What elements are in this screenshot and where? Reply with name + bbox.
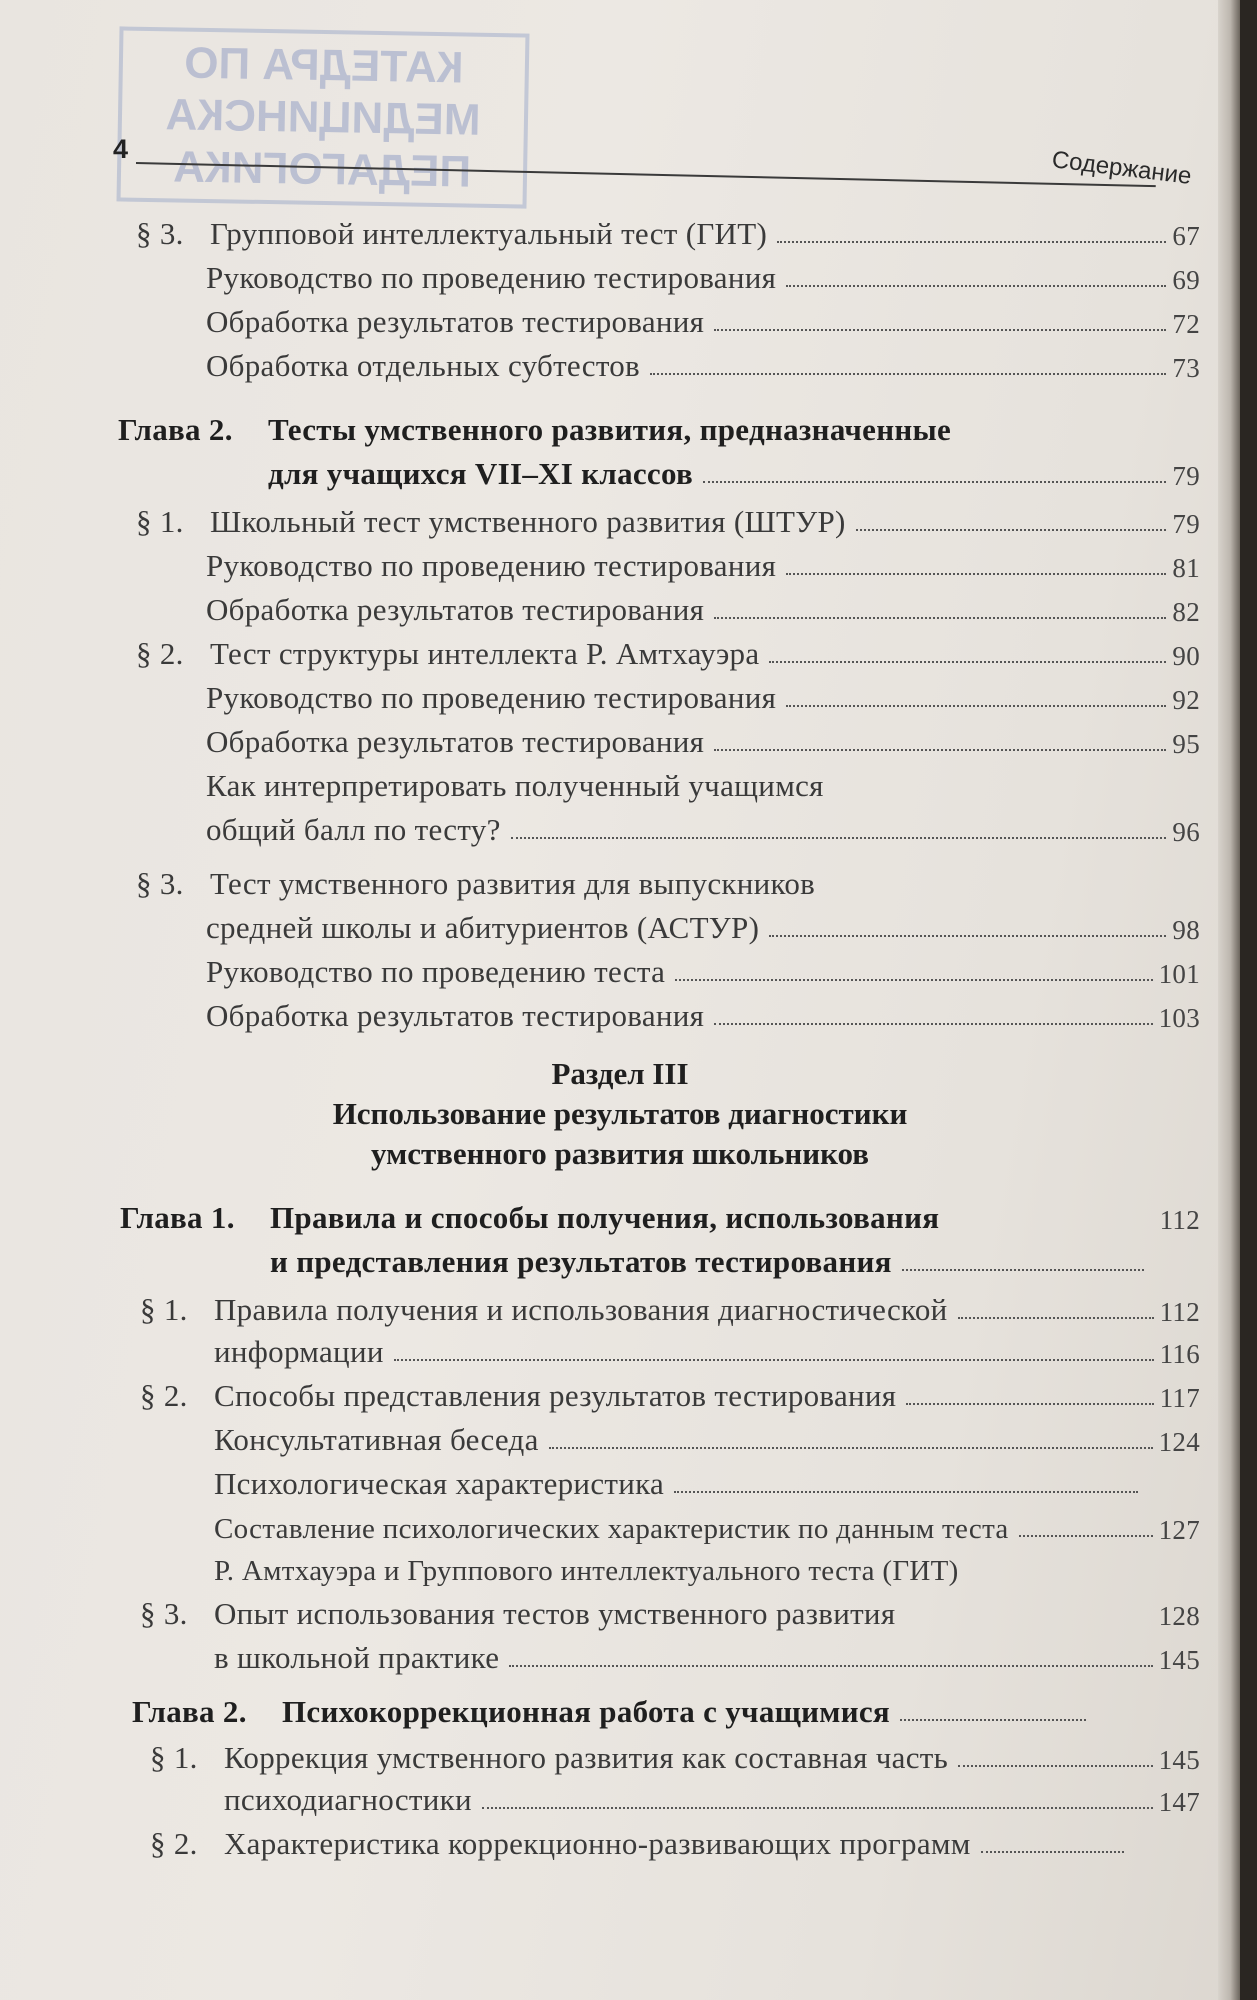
toc-entry-title: Обработка отдельных субтестов xyxy=(206,348,640,383)
part-title: умственного развития школьников xyxy=(370,1136,870,1171)
toc-entry-title: Обработка результатов тестирования xyxy=(206,998,705,1033)
chapter-heading xyxy=(132,1690,1092,1730)
toc-entry xyxy=(206,344,1200,384)
toc-entry-title: Групповой интеллектуальный тест (ГИТ) xyxy=(210,216,768,251)
toc-entry-number: § 3. xyxy=(140,1596,188,1631)
dot-leader xyxy=(958,1765,1153,1767)
dot-leader xyxy=(675,979,1152,981)
toc-entry-title: Руководство по проведению теста xyxy=(206,954,666,989)
toc-entry xyxy=(214,1418,1200,1458)
dot-leader xyxy=(777,241,1166,243)
toc-page-number: 79 xyxy=(1172,509,1200,539)
toc-entry-title: Опыт использования тестов умственного развития xyxy=(214,1596,896,1631)
running-head: Содержание xyxy=(1050,146,1193,190)
chapter-title: Тесты умственного развития, предназначенные xyxy=(268,412,952,447)
dot-leader xyxy=(714,329,1166,331)
toc-page-number: 147 xyxy=(1158,1787,1200,1817)
toc-page-number: 98 xyxy=(1172,915,1200,945)
toc-entry-number: § 3. xyxy=(136,866,184,901)
toc-entry-title: Характеристика коррекционно-развивающих программ xyxy=(224,1826,971,1861)
dot-leader xyxy=(856,529,1167,531)
toc-page-number: 96 xyxy=(1172,817,1200,847)
dot-leader xyxy=(906,1403,1153,1405)
toc-entry-title: Руководство по проведению тестирования xyxy=(206,680,777,715)
toc-entry xyxy=(136,862,1200,902)
toc-page-number: 79 xyxy=(1172,461,1200,491)
toc-entry-number: § 3. xyxy=(136,216,184,251)
toc-entry xyxy=(214,1548,1200,1588)
toc-entry xyxy=(206,950,1200,990)
toc-entry-title: Как интерпретировать полученный учащимся xyxy=(206,768,824,803)
dot-leader xyxy=(769,935,1166,937)
toc-entry xyxy=(206,544,1200,584)
dot-leader xyxy=(394,1359,1154,1361)
toc-entry xyxy=(140,1592,1200,1632)
toc-entry xyxy=(150,1736,1200,1776)
chapter-title: Правила и способы получения, использования xyxy=(270,1200,940,1235)
dot-leader xyxy=(549,1447,1153,1449)
toc-page-number: 127 xyxy=(1158,1515,1200,1545)
dot-leader xyxy=(482,1807,1153,1809)
toc-entry-title: в школьной практике xyxy=(214,1640,500,1675)
toc-entry xyxy=(214,1636,1200,1676)
toc-entry xyxy=(214,1330,1200,1370)
toc-entry-title: Коррекция умственного развития как составная часть xyxy=(224,1740,949,1775)
toc-page-number: 82 xyxy=(1172,597,1200,627)
toc-page-number: 67 xyxy=(1172,221,1200,251)
toc-page-number: 112 xyxy=(1159,1205,1200,1235)
dot-leader xyxy=(714,617,1166,619)
toc-page-number: 90 xyxy=(1172,641,1200,671)
toc-entry-title: информации xyxy=(214,1334,384,1369)
dot-leader xyxy=(1019,1535,1153,1537)
toc-entry xyxy=(206,808,1200,848)
toc-entry-title: Тест структуры интеллекта Р. Амтхауэра xyxy=(210,636,760,671)
toc-entry xyxy=(206,256,1200,296)
toc-entry-title: Р. Амтхауэра и Группового интеллектуального теста (ГИТ) xyxy=(214,1555,959,1587)
toc-entry-number: § 2. xyxy=(140,1378,188,1413)
stamp-line: КАТЕДРА ПО xyxy=(183,38,464,93)
stamp-line: МЕДИЦИНСКА xyxy=(165,90,481,145)
toc-entry xyxy=(206,764,1200,804)
toc-entry xyxy=(206,994,1200,1034)
toc-entry xyxy=(206,906,1200,946)
toc-entry-title: Обработка результатов тестирования xyxy=(206,724,705,759)
toc-entry xyxy=(140,1374,1200,1414)
toc-page-number: 128 xyxy=(1158,1601,1200,1631)
toc-entry-title: Руководство по проведению тестирования xyxy=(206,260,777,295)
chapter-heading xyxy=(118,408,1200,448)
toc-page-number: 124 xyxy=(1158,1427,1200,1457)
toc-page-number: 69 xyxy=(1172,265,1200,295)
toc-entry-title: Способы представления результатов тестирования xyxy=(214,1378,897,1413)
chapter-title: для учащихся VII–XI классов xyxy=(268,456,694,491)
page-number: 4 xyxy=(113,134,129,164)
dot-leader xyxy=(900,1719,1086,1721)
toc-entry-title: Консультативная беседа xyxy=(214,1422,539,1457)
dot-leader xyxy=(509,1665,1152,1667)
toc-entry xyxy=(224,1778,1200,1818)
toc-page-number: 72 xyxy=(1172,309,1200,339)
stamp-line: ПЕДАГОГИКА xyxy=(172,142,472,197)
dot-leader xyxy=(714,749,1166,751)
toc-entry-number: § 1. xyxy=(140,1292,188,1327)
toc-page-number: 101 xyxy=(1158,959,1200,989)
toc-entry-number: § 2. xyxy=(136,636,184,671)
dot-leader xyxy=(674,1491,1138,1493)
page-edge-shadow xyxy=(1218,0,1240,2000)
toc-page-number: 95 xyxy=(1172,729,1200,759)
toc-entry-number: § 2. xyxy=(150,1826,198,1861)
part-title: Использование результатов диагностики xyxy=(332,1096,908,1131)
dot-leader xyxy=(511,837,1167,839)
toc-entry-title: Составление психологических характеристик по данным теста xyxy=(214,1513,1009,1545)
dot-leader xyxy=(769,661,1166,663)
toc-entry xyxy=(214,1506,1200,1546)
toc-entry xyxy=(136,212,1200,252)
toc-entry-title: Руководство по проведению тестирования xyxy=(206,548,777,583)
dot-leader xyxy=(786,573,1166,575)
chapter-title: и представления результатов тестирования xyxy=(270,1244,892,1279)
toc-entry-title: Правила получения и использования диагностической xyxy=(214,1292,948,1327)
toc-page-number: 73 xyxy=(1172,353,1200,383)
dot-leader xyxy=(786,285,1166,287)
dot-leader xyxy=(786,705,1166,707)
toc-entry-title: средней школы и абитуриентов (АСТУР) xyxy=(206,910,760,945)
chapter-title: Психокоррекционная работа с учащимися xyxy=(282,1694,890,1729)
chapter-heading xyxy=(120,1196,1200,1236)
toc-entry xyxy=(150,1822,1130,1862)
toc-page-number: 92 xyxy=(1172,685,1200,715)
chapter-number: Глава 2. xyxy=(118,412,233,447)
toc-entry-number: § 1. xyxy=(150,1740,198,1775)
dot-leader xyxy=(714,1023,1152,1025)
toc-entry-number: § 1. xyxy=(136,504,184,539)
toc-page-number: 145 xyxy=(1158,1645,1200,1675)
toc-entry-title: Обработка результатов тестирования xyxy=(206,592,705,627)
toc-entry xyxy=(206,720,1200,760)
toc-entry xyxy=(206,300,1200,340)
chapter-heading xyxy=(270,1240,1150,1280)
toc-entry xyxy=(206,676,1200,716)
toc-entry-title: Школьный тест умственного развития (ШТУР) xyxy=(210,504,846,539)
toc-page-number: 145 xyxy=(1158,1745,1200,1775)
part-label: Раздел III xyxy=(551,1056,689,1091)
dot-leader xyxy=(703,481,1166,483)
chapter-number: Глава 2. xyxy=(132,1694,247,1729)
dot-leader xyxy=(650,373,1166,375)
toc-entry-title: Обработка результатов тестирования xyxy=(206,304,705,339)
toc-entry-title: Тест умственного развития для выпускников xyxy=(210,866,816,901)
toc-entry-title: Психологическая характеристика xyxy=(214,1466,665,1501)
chapter-number: Глава 1. xyxy=(120,1200,235,1235)
chapter-heading xyxy=(268,452,1200,492)
toc-entry xyxy=(136,632,1200,672)
dot-leader xyxy=(902,1269,1144,1271)
toc-page-number: 103 xyxy=(1158,1003,1200,1033)
toc-entry xyxy=(140,1288,1200,1328)
toc-page-number: 117 xyxy=(1159,1383,1200,1413)
toc-entry xyxy=(214,1462,1144,1502)
dot-leader xyxy=(958,1317,1154,1319)
toc-page-number: 116 xyxy=(1159,1339,1200,1369)
dot-leader xyxy=(981,1851,1124,1853)
toc-entry-title: общий балл по тесту? xyxy=(206,812,501,847)
toc-entry xyxy=(136,500,1200,540)
toc-page-number: 81 xyxy=(1172,553,1200,583)
toc-entry-title: психодиагностики xyxy=(224,1782,472,1817)
toc-page-number: 112 xyxy=(1159,1297,1200,1327)
toc-entry xyxy=(206,588,1200,628)
